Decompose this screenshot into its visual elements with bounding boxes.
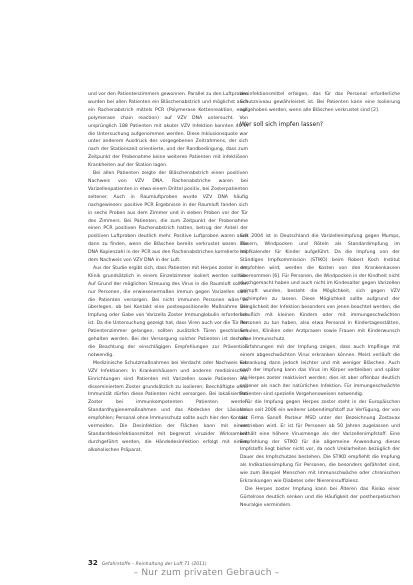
section-heading: Wer soll sich impfen lassen?	[240, 121, 324, 128]
left-paragraph-2: Bei allen Patienten zeigte der Bläschenabstrich einen positiven Nachweis von VZV DNA. Rachenabstriche waren bei Varizellenpatienten in etwa einem Drittel positiv, bei Zosterpatienten seltener. Auch in Raumluftproben wurde VZV DNA häufig nachgewiesen: positive PCR Ergebnisse in der Raumluft fanden sich in sechs Proben aus dem Zimmer und in sieben Proben vor der Tür des Zimmers. Bei Patienten, die zum Zeitpunkt der Probenahme einen PCR positiven Rachenabstrich hatten, betrug der Anteil der positiven Luftproben deutlich mehr. Positive Luftproben waren auch dann zu finden, wenn die Bläschen bereits verkrustet waren. Die DNA Kopienzahl in der PCR aus den Rachenabstrichen korrelierte mit dem Nachweis von VZV DNA in der Luft.	[88, 171, 248, 264]
right-paragraph-4: Für die Impfung gegen Herpes zoster steht in der Europäischen Union seit 2006 ein weiterer Lebendimpfstoff zur Verfügung, der von der Firma Sanofi Pasteur MSD unter der Bezeichnung Zostavax vertrieben wird. Er ist für Personen ab 50 Jahren zugelassen und enthält eine höhere Virusmenge als der Varizellenimpfstoff. Eine Empfehlung der STIKO für die allgemeine Anwendung dieses Impfstoffs liegt bisher nicht vor, da noch Unklarheiten bezüglich der Dauer des Impfschutzes bestehen. Die STIKO empfiehlt die Impfung als Indikationsimpfung für Personen, die besonders gefährdet sind, wie zum Beispiel Menschen mit Immunschwäche oder chronischen Erkrankungen wie Diabetes oder Niereninsuffizienz.	[240, 400, 400, 485]
right-paragraph-5: Die Herpes zoster Impfung kann bei Älteren das Risiko einer Gürtelrose deutlich senken und die Häufigkeit der postherpetischen Neuralgie vermindern.	[240, 487, 400, 508]
right-text-column	[240, 91, 400, 231]
private-use-watermark: – Nur zum privaten Gebrauch –	[133, 568, 280, 578]
left-paragraph-3: Aus der Studie ergibt sich, dass Patienten mit Herpes zoster in der Klinik grundsätzlich in einem Einzelzimmer isoliert werden sollten. Auf Grund der möglichen Streuung des Virus in die Raumluft sollten nur Personen, die erwiesenermaßen immun gegen Varizellen sind, die Patienten versorgen. Bei nicht immunen Personen wäre zu überlegen, ob bei Kontakt eine postexpositionelle Maßnahme wie Impfung oder Gabe von Varizella Zoster Immunglobulin erforderlich ist. Da die Untersuchung gezeigt hat, dass Viren auch vor die Tür der Patientenzimmer gelangen, sollten zusätzlich Türen geschlossen gehalten werden. Bei der Versorgung solcher Patienten ist deshalb die Beachtung der einschlägigen Empfehlungen zur Prävention notwendig.	[88, 265, 248, 358]
left-paragraph-4: Medizinische Schutzmaßnahmen bei Verdacht oder Nachweis von VZV Infektionen: In Krankenhäusern und anderen medizinischen Einrichtungen sind Patienten mit Varizellen sowie Patienten mit disseminiertem Zoster grundsätzlich zu isolieren; Beschäftigte ohne Immunität dürfen diese Patienten nicht versorgen. Bei lokalisiertem Zoster bei immunkompetenten Patienten werden Standardhygienemaßnahmen und das Abdecken der Läsionen empfohlen; Personal ohne Immunschutz sollte auch hier den Kontakt vermeiden. Die Desinfektion der Flächen kann mit einem Standarddesinfektionsmittel mit begrenzt viruzider Wirksamkeit durchgeführt werden, die Händedesinfektion erfolgt mit einem alkoholischen Präparat.	[88, 360, 248, 453]
journal-reference: Gefahrstoffe – Reinhaltung der Luft 71 (2011)	[101, 562, 207, 567]
page-footer	[88, 559, 207, 568]
right-text-column-continued	[240, 233, 400, 556]
left-text-column	[88, 91, 248, 561]
right-paragraph-1: desinfektionsmittel erfolgen, das für das Personal erforderliche Schutzniveau gewährleistet ist. Bei Patienten kann eine Isolierung aufgehoben werden, wenn alle Bläschen verkrustet sind [2].	[240, 92, 400, 113]
right-paragraph-2: Seit 2004 ist in Deutschland die Varizellenimpfung gegen Mumps, Masern, Windpocken und Röteln als Standardimpfung im Impfkalender für Kinder aufgeführt. Da die Impfung von der Ständigen Impfkommission (STIKO) beim Robert Koch Institut empfohlen wird, werden die Kosten von den Krankenkassen übernommen [6]. Für Personen, die Windpocken in der Kindheit nicht durchgemacht haben und auch nicht im Kindesalter gegen Varizellen geimpft wurden, besteht die Möglichkeit, sich gegen VZV nachimpfen zu lassen. Diese Möglichkeit sollte aufgrund der Dringlichkeit der Infektion besonders von jenen beachtet werden, die beruflich mit kleinen Kindern oder mit immungeschwächten Personen zu tun haben, also etwa Personal in Kindertagesstätten, Schulen, Kliniken oder Arztpraxen sowie Frauen mit Kinderwunsch ohne Immunschutz.	[240, 234, 400, 342]
page-number: 32	[88, 559, 98, 567]
left-paragraph-1: und vor den Patientenzimmern gewonnen. Parallel zu den Luftproben wurden bei allen Patienten ein Bläschenabstrich und möglichst auch ein Rachenabstrich mittels PCR (Polymerase Kettenreaktion, engl. polymerase chain reaction) auf VZV DNA untersucht. Von ursprünglich 188 Patienten mit akuter VZV Infektion konnten 46 in die Untersuchung aufgenommen werden. Diese Inklusionsquote war unter anderem Ausdruck des vorgegebenen Zeitrahmens, der sich nach der Stationszeit orientierte, und der Randbedingung, dass zum Zeitpunkt der Probenahme keine weiteren Patienten mit infektiösen Krankheiten auf der Station lagen.	[88, 92, 248, 169]
right-paragraph-3: Erfahrungen mit der Impfung zeigen, dass auch Impflinge mit einem abgeschwächten Virus erkranken können. Meist verläuft die Erkrankung dann jedoch leichter und mit weniger Bläschen. Auch nach der Impfung kann das Virus im Körper verbleiben und später als Herpes zoster reaktiviert werden; dies ist aber offenbar deutlich seltener als nach der natürlichen Infektion. Für immungeschwächte Patienten sind spezielle Vorgehensweisen notwendig.	[240, 344, 400, 398]
